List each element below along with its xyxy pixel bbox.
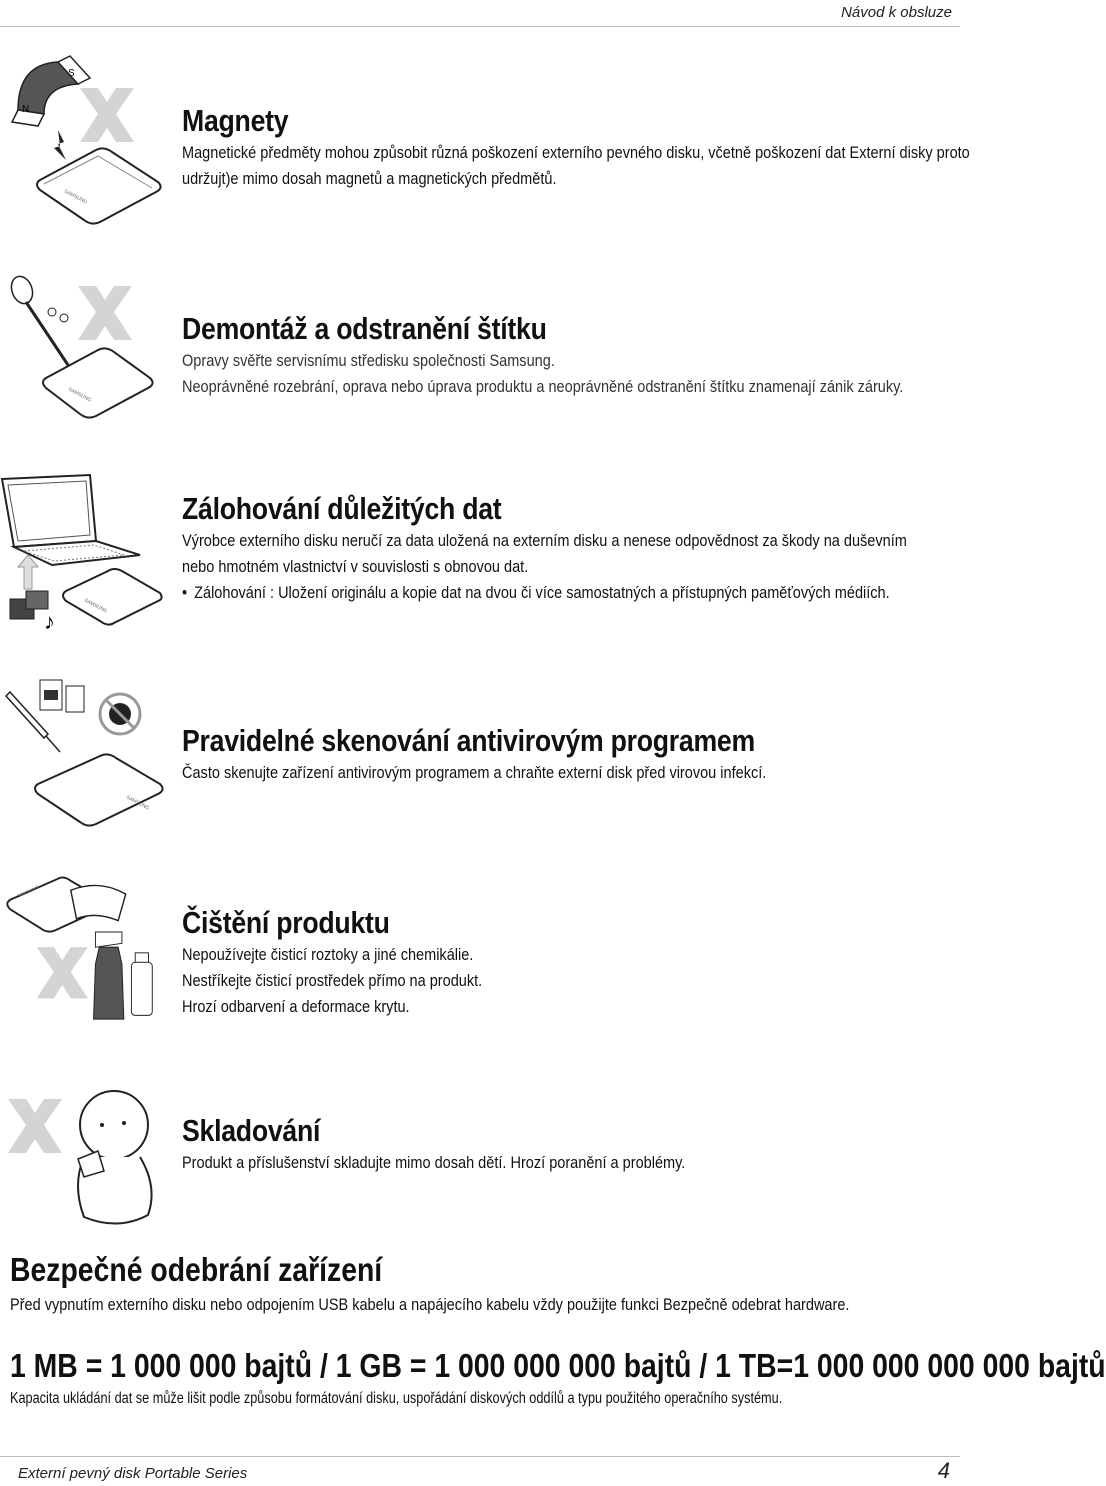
section-title: Pravidelné skenování antivirovým programem [182,723,755,758]
svg-text:SAMSUNG: SAMSUNG [63,188,89,206]
laptop-icon [2,475,140,565]
hdd-icon [43,348,153,417]
capacity-block [10,1346,1106,1410]
section-text-line: nebo hmotném vlastnictví v souvislosti s obnovou dat. [182,558,529,576]
safe-removal-text: Před vypnutím externího disku nebo odpojením USB kabelu a napájecího kabelu vždy použijte funkci Bezpečně odebrat hardware. [10,1296,850,1314]
section-text-line: Nestříkejte čisticí prostředek přímo na produkt. [182,972,483,990]
capacity-text: Kapacita ukládání dat se může lišit podle způsobu formátování disku, uspořádání diskových oddílů a typu použitého operačního systému. [10,1390,783,1407]
svg-text:SAMSUNG: SAMSUNG [67,386,93,404]
section-title: Čištění produktu [182,905,390,940]
photo-icon [10,591,48,619]
section-title: Magnety [182,103,289,138]
svg-text:N: N [22,104,30,115]
section-bullet: • Zálohování : Uložení originálu a kopie dat na dvou či více samostatných a přístupných paměťových médiích. [182,580,860,606]
header-divider [0,26,960,27]
section-disassembly [0,268,960,448]
section-text-line: Hrozí odbarvení a deformace krytu. [182,998,410,1016]
spark-icon [54,130,66,160]
prohibited-x-icon [78,286,132,340]
section-storage [0,1070,960,1220]
upload-arrow-icon [18,555,38,589]
antivirus-illustration [0,672,170,852]
cloth-icon [71,885,126,920]
section-text-line: Často skenujte zařízení antivirovým programem a chraňte externí disk před virovou infekcí. [182,764,767,782]
section-text-line: Neoprávněné rozebrání, oprava nebo úprava produktu a neoprávněné odstranění štítku znamenají zánik záruky. [182,378,904,396]
screw-icon [48,308,68,322]
magnet-hdd-illustration [0,50,170,230]
chemical-bottle-icon [131,953,152,1016]
svg-text:SAMSUNG: SAMSUNG [83,597,109,615]
capacity-title: 1 MB = 1 000 000 bajtů / 1 GB = 1 000 000 000 bajtů / 1 TB=1 000 000 000 000 bajtů [10,1347,1106,1384]
prohibited-x-icon [37,947,88,998]
section-text-line: Nepoužívejte čisticí roztoky a jiné chemikálie. [182,946,474,964]
section-title: Demontáž a odstranění štítku [182,311,547,346]
section-text-line: Výrobce externího disku neručí za data uložená na externím disku a nenese odpovědnost za škody na duševním [182,532,907,550]
header-title: Návod k obsluze [841,4,952,21]
spray-bottle-icon [94,932,124,1019]
prohibited-x-icon [80,88,134,142]
hdd-icon [63,569,162,625]
section-antivirus [0,672,960,852]
section-text-line: Produkt a příslušenství skladujte mimo dosah dětí. Hrozí poranění a problémy. [182,1154,686,1172]
baby-icon [78,1091,152,1224]
footer-product-name: Externí pevný disk Portable Series [18,1465,248,1482]
prohibited-x-icon [8,1099,62,1153]
cleaning-illustration [0,860,170,1040]
child-illustration [0,1070,170,1250]
music-note-icon: ♪ [44,609,55,634]
page-number: 4 [937,1458,950,1483]
svg-text:SAMSUNG: SAMSUNG [125,794,151,812]
section-title: Zálohování důležitých dat [182,491,502,526]
section-text-line: Magnetické předměty mohou způsobit různá poškození externího pevného disku, včetně poškození dat Externí disky proto [182,144,970,162]
safe-removal-block [10,1250,952,1318]
screwdriver-hdd-illustration [0,268,170,448]
section-backup [0,466,960,636]
svg-text:S: S [68,68,75,79]
section-title: Skladování [182,1113,321,1148]
safe-removal-title: Bezpečné odebrání zařízení [10,1251,383,1288]
no-virus-icon [100,694,140,734]
footer-divider [0,1456,960,1457]
svg-text:SAMSUNG: SAMSUNG [16,885,41,900]
medicine-bottle-icon [40,680,84,712]
section-magnets [0,50,970,230]
section-cleaning [0,860,960,1050]
section-text-line: Opravy svěřte servisnímu středisku společnosti Samsung. [182,352,555,370]
magnet-icon [12,56,90,126]
section-text-line: udržujt)e mimo dosah magnetů a magnetických předmětů. [182,170,557,188]
laptop-backup-illustration [0,466,170,646]
hdd-icon [37,148,161,223]
hdd-icon [35,754,163,825]
